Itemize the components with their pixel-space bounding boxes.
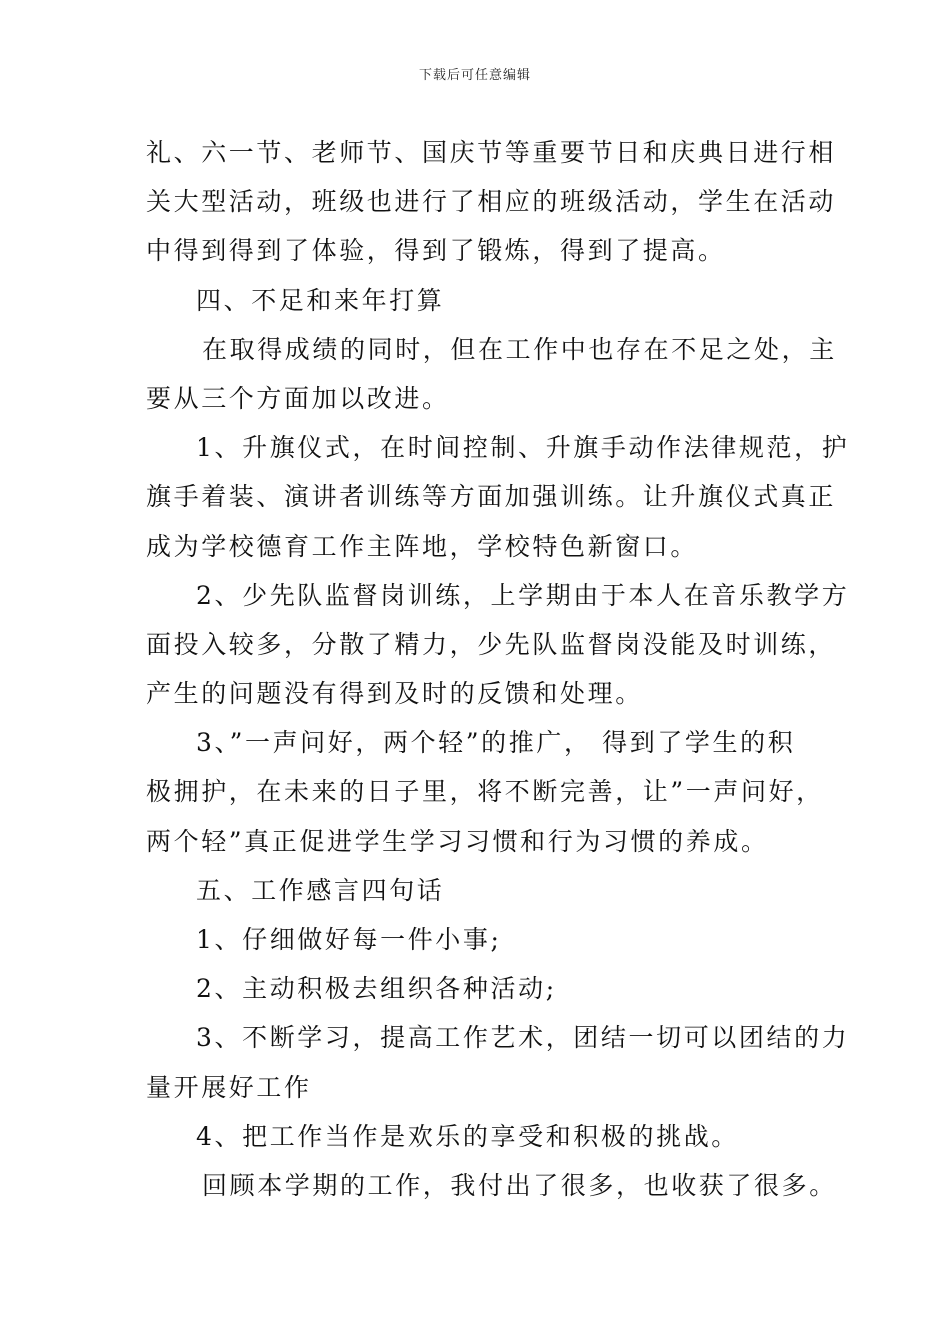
list-item: 4、把工作当作是欢乐的享受和积极的挑战。 <box>196 1121 739 1151</box>
paragraph-line: 成为学校德育工作主阵地，学校特色新窗口。 <box>146 531 699 561</box>
paragraph-line: 产生的问题没有得到及时的反馈和处理。 <box>146 679 643 709</box>
header-note: 下载后可任意编辑 <box>418 68 531 83</box>
document-body <box>146 128 850 1210</box>
paragraph-line: 回顾本学期的工作，我付出了很多，也收获了很多。 <box>202 1170 837 1200</box>
paragraph-line: 量开展好工作 <box>146 1072 312 1102</box>
list-item: 2、少先队监督岗训练，上学期由于本人在音乐教学方 <box>196 580 850 610</box>
paragraph-line: 关大型活动，班级也进行了相应的班级活动，学生在活动 <box>146 187 837 217</box>
list-item: 3、”一声问好，两个轻”的推广， 得到了学生的积 <box>196 728 796 758</box>
paragraph-line: 礼、六一节、老师节、国庆节等重要节日和庆典日进行相 <box>146 138 837 167</box>
paragraph-line: 面投入较多，分散了精力，少先队监督岗没能及时训练， <box>146 629 837 659</box>
list-item: 1、升旗仪式，在时间控制、升旗手动作法律规范，护 <box>196 433 850 463</box>
section-heading: 四、不足和来年打算 <box>196 285 445 315</box>
paragraph-line: 两个轻”真正促进学生学习习惯和行为习惯的养成。 <box>146 826 769 856</box>
paragraph-line: 要从三个方面加以改进。 <box>146 383 450 413</box>
paragraph-line: 极拥护，在未来的日子里，将不断完善，让”一声问好， <box>146 777 824 807</box>
list-item: 1、仔细做好每一件小事; <box>196 925 502 954</box>
paragraph-line: 旗手着装、演讲者训练等方面加强训练。让升旗仪式真正 <box>146 482 837 512</box>
paragraph-line: 在取得成绩的同时，但在工作中也存在不足之处，主 <box>202 334 837 364</box>
section-heading: 五、工作感言四句话 <box>196 875 445 905</box>
paragraph-line: 中得到得到了体验，得到了锻炼，得到了提高。 <box>146 236 726 266</box>
list-item: 3、不断学习，提高工作艺术，团结一切可以团结的力 <box>196 1023 850 1053</box>
list-item: 2、主动积极去组织各种活动; <box>196 974 557 1004</box>
